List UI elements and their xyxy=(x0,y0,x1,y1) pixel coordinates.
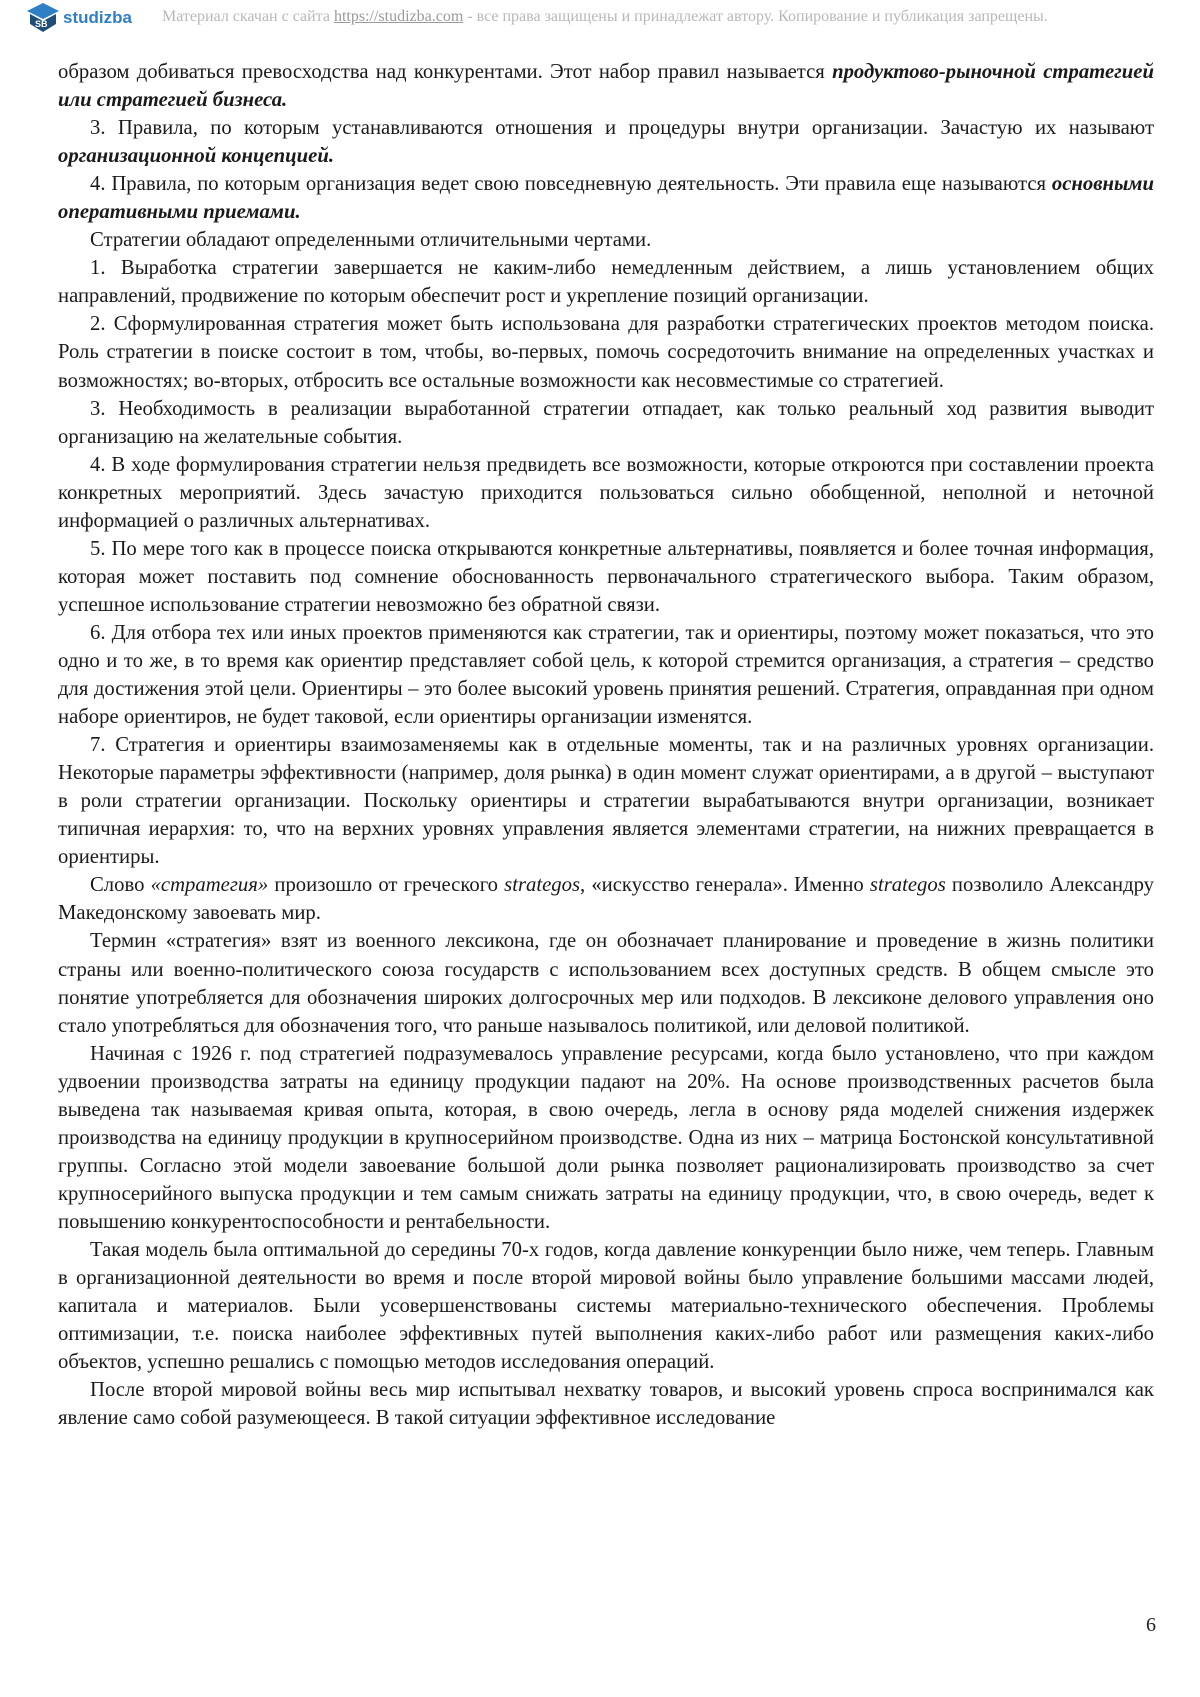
paragraph xyxy=(58,226,1154,254)
paragraph-text: Термин «стратегия» взят из военного лексикона, где он обозначает планирование и проведение в жизнь политики страны или военно-политического союза государств с использованием всех доступных средств. В общем смысле это понятие употребляется для обозначения широких долгосрочных мер или подходов. В лексиконе делового управления оно стало употребляться для обозначения того, что раньше называлось политикой, или деловой политикой. xyxy=(58,930,1154,1037)
paragraph xyxy=(58,254,1154,310)
emphasis-text: strategos xyxy=(869,874,946,897)
paragraph xyxy=(58,535,1154,619)
emphasis-text: strategos xyxy=(504,874,581,897)
paragraph xyxy=(58,731,1154,871)
emphasis-text: продуктово-рыночной стратегией или стратегией бизнеса. xyxy=(58,61,1154,112)
paragraph xyxy=(58,58,1154,114)
site-header xyxy=(0,0,1200,36)
paragraph xyxy=(58,310,1154,394)
emphasis-text: основными оперативными приемами. xyxy=(58,173,1154,224)
notice-text-start: Материал скачан с сайта xyxy=(162,8,334,25)
paragraph-text: После второй мировой войны весь мир испытывал нехватку товаров, и высокий уровень спроса воспринимался как явление само собой разумеющееся. В такой ситуации эффективное исследование xyxy=(58,1379,1154,1430)
paragraph xyxy=(58,114,1154,170)
document-body xyxy=(58,58,1154,1432)
emphasis-text: «стратегия» xyxy=(150,874,269,897)
paragraph-text: 3. Необходимость в реализации выработанной стратегии отпадает, как только реальный ход развития выводит организацию на желательные события. xyxy=(58,397,1154,448)
paragraph-text: образом добиваться превосходства над конкурентами. Этот набор правил называется xyxy=(58,61,833,83)
site-link[interactable]: https://studizba.com xyxy=(333,8,464,25)
notice-text-end: - все права защищены и принадлежат автору. Копирование и публикация запрещены. xyxy=(463,8,1048,25)
studizba-logo[interactable] xyxy=(26,2,132,34)
paragraph xyxy=(58,395,1154,451)
emphasis-text xyxy=(58,145,334,167)
paragraph-text: 7. Стратегия и ориентиры взаимозаменяемы как в отдельные моменты, так и на различных уровнях организации. Некоторые параметры эффективности (например, доля рынка) в один момент служат ориентирами, а в другой – выступают в роли стратегии организации. Поскольку ориентиры и стратегии вырабатываются внутри организации, возникает типичная иерархия: то, что на верхних уровнях управления является элементами стратегии, на нижних превращается в ориентиры. xyxy=(58,734,1154,869)
paragraph xyxy=(58,927,1154,1039)
paragraph-text: 2. Сформулированная стратегия может быть использована для разработки стратегических проектов методом поиска. Роль стратегии в поиске состоит в том, чтобы, во-первых, помочь сосредоточить внимание на определенных участках и возможностях; во-вторых, отбросить все остальные возможности как несовместимые со стратегией. xyxy=(58,313,1154,392)
paragraph-text: 6. Для отбора тех или иных проектов применяются как стратегии, так и ориентиры, поэтому может показаться, что это одно и то же, в то время как ориентир представляет собой цель, к которой стремится организация, а стратегия – средство для достижения этой цели. Ориентиры – это более высокий уровень принятия решений. Стратегия, оправданная при одном наборе ориентиров, не будет таковой, если ориентиры организации изменятся. xyxy=(58,621,1154,729)
paragraph xyxy=(58,1376,1154,1432)
paragraph-text: Стратегии обладают определенными отличительными чертами. xyxy=(90,229,652,252)
paragraph xyxy=(58,619,1154,731)
paragraph xyxy=(58,451,1154,535)
paragraph-text: 1. Выработка стратегии завершается не каким-либо немедленным действием, а лишь установлением общих направлений, продвижение по которым обеспечит рост и укрепление позиций организации. xyxy=(58,257,1154,308)
paragraph xyxy=(58,170,1154,226)
paragraph-text: Слово xyxy=(90,874,151,897)
studizba-logo-icon xyxy=(26,2,60,34)
paragraph xyxy=(58,1236,1154,1376)
paragraph-text: 4. В ходе формулирования стратегии нельзя предвидеть все возможности, которые откроются при составлении проекта конкретных мероприятий. Здесь зачастую приходится пользоваться сильно обобщенной, неполной и неточной информацией о различных альтернативах. xyxy=(58,453,1154,532)
paragraph-text: , «искусство генерала». Именно xyxy=(580,874,870,897)
paragraph-text: 4. Правила, по которым организация ведет свою повседневную деятельность. Эти правила еще называются xyxy=(90,173,1052,196)
paragraph xyxy=(58,1040,1154,1236)
paragraph-text: позволило Александру Македонскому завоевать мир. xyxy=(58,874,1155,925)
paragraph-text: Начиная с 1926 г. под стратегией подразумевалось управление ресурсами, когда было установлено, что при каждом удвоении производства затраты на единицу продукции падают на 20%. На основе производственных расчетов была выведена так называемая кривая опыта, которая, в свою очередь, легла в основу ряда моделей снижения издержек производства на единицу продукции в крупносерийном производстве. Одна из них – матрица Бостонской консультативной группы. Согласно этой модели завоевание большой доли рынка позволяет рационализировать производство за счет крупносерийного выпуска продукции и тем самым снижать затраты на единицу продукции, что, в свою очередь, ведет к повышению конкурентоспособности и рентабельности. xyxy=(58,1042,1154,1233)
copyright-notice xyxy=(162,8,1048,26)
paragraph xyxy=(58,871,1154,927)
paragraph-text: Такая модель была оптимальной до середины 70-х годов, когда давление конкуренции было ниже, чем теперь. Главным в организационной деятельности во время и после второй мировой войны было управление большими массами людей, капитала и материалов. Были усовершенствованы системы материально-технического обеспечения. Проблемы оптимизации, т.е. поиска наиболее эффективных путей выполнения каких-либо работ или размещения каких-либо объектов, успешно решались с помощью методов исследования операций. xyxy=(58,1238,1154,1374)
paragraph-text: произошло от греческого xyxy=(268,874,505,897)
page-number: 6 xyxy=(1146,1614,1156,1636)
emphasis-text: организационной концепцией. xyxy=(58,145,335,168)
svg-text:SB: SB xyxy=(35,19,48,29)
paragraph-text: 5. По мере того как в процессе поиска открываются конкретные альтернативы, появляется и более точная информация, которая может поставить под сомнение обоснованность первоначального стратегического выбора. Таким образом, успешное использование стратегии невозможно без обратной связи. xyxy=(58,537,1154,616)
logo-text: studizba xyxy=(63,8,132,27)
paragraph-text: 3. Правила, по которым устанавливаются отношения и процедуры внутри организации. Зачастую их называют xyxy=(90,117,1154,140)
